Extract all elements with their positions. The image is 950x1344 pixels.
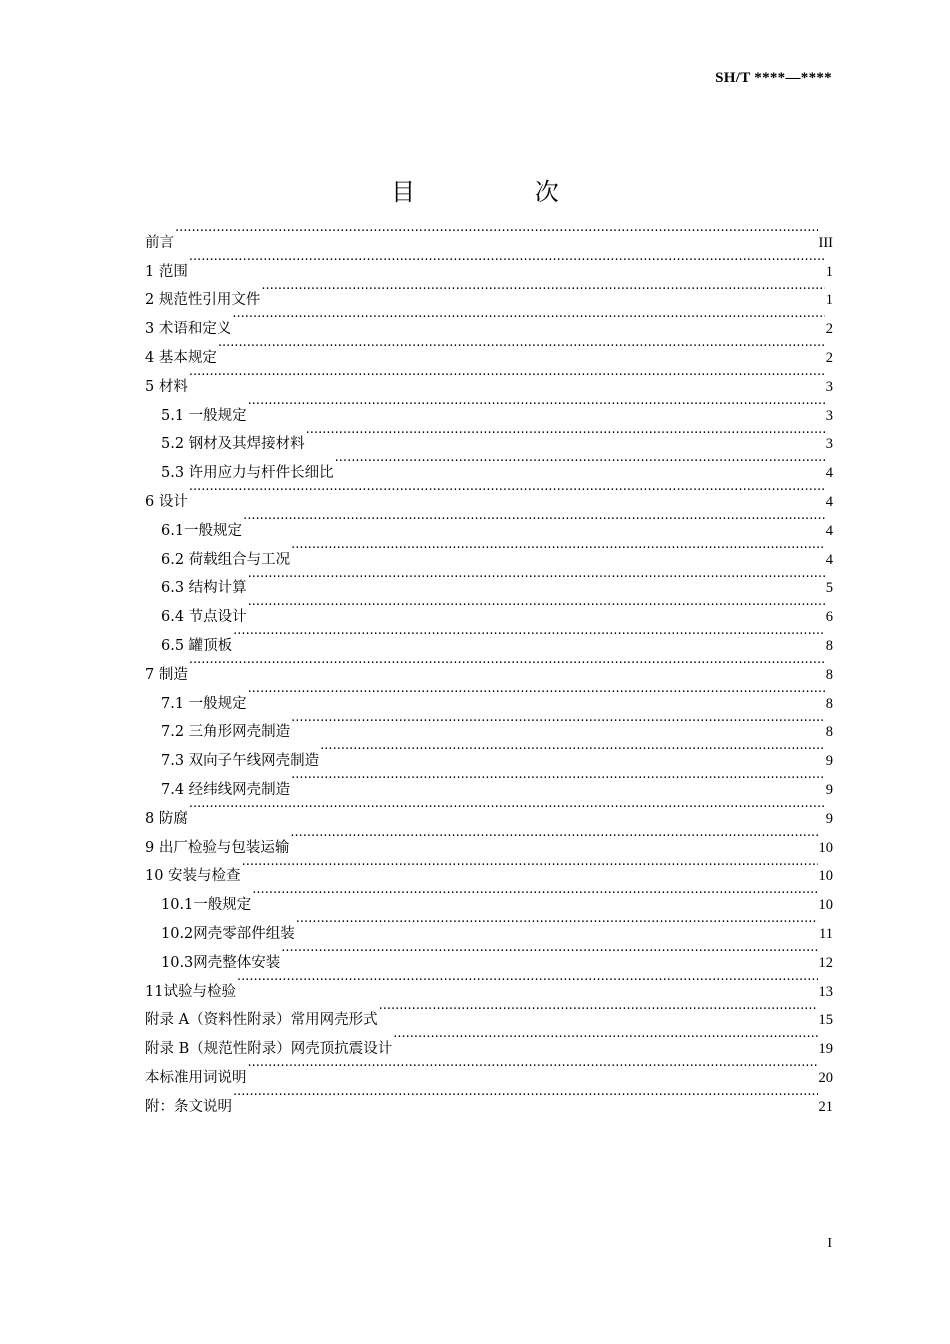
toc-entry-label: 6.2 荷载组合与工况 <box>161 551 291 568</box>
toc-entry[interactable] <box>145 506 833 539</box>
toc-entry[interactable] <box>145 420 833 453</box>
toc-entry-label: 9 出厂检验与包装运输 <box>145 839 290 856</box>
toc-entry-page: 9 <box>825 781 833 798</box>
toc-leader-dots <box>291 535 825 564</box>
toc-entry-page: 5 <box>825 580 833 597</box>
toc-entry[interactable] <box>145 967 833 1000</box>
toc-entry[interactable] <box>145 823 833 856</box>
toc-entry-label: 附录 A（资料性附录）常用网壳形式 <box>145 1012 378 1029</box>
toc-entry-label: 10 安装与检查 <box>145 868 241 885</box>
toc-entry-label: 6.4 节点设计 <box>161 609 247 626</box>
toc-entry-label: 7.3 双向子午线网壳制造 <box>161 753 320 770</box>
toc-entry-page: 15 <box>818 1012 833 1029</box>
toc-entry-page: 12 <box>818 954 833 971</box>
toc-entry-page: 8 <box>825 695 833 712</box>
toc-entry-label: 7.1 一般规定 <box>161 695 247 712</box>
toc-leader-dots <box>290 823 817 852</box>
toc-entry-page: 13 <box>818 983 833 1000</box>
toc-entry-page: 2 <box>825 321 833 338</box>
toc-leader-dots <box>393 1024 817 1053</box>
toc-leader-dots <box>248 592 825 621</box>
toc-entry-label: 7.4 经纬线网壳制造 <box>161 781 291 798</box>
toc-leader-dots <box>281 938 817 967</box>
toc-entry-page: 19 <box>818 1041 833 1058</box>
toc-leader-dots <box>248 564 825 593</box>
toc-leader-dots <box>320 736 825 765</box>
toc-entry[interactable] <box>145 247 833 280</box>
toc-entry-page: 10 <box>818 868 833 885</box>
toc-leader-dots <box>296 909 818 938</box>
toc-entry[interactable] <box>145 391 833 424</box>
toc-entry-label: 2 规范性引用文件 <box>145 292 261 309</box>
toc-entry-page: 1 <box>825 292 833 309</box>
toc-entry[interactable] <box>145 852 833 885</box>
toc-entry-label: 5.3 许用应力与杆件长细比 <box>161 465 334 482</box>
toc-leader-dots <box>233 621 825 650</box>
toc-entry-label: 附录 B（规范性附录）网壳顶抗震设计 <box>145 1041 393 1058</box>
toc-leader-dots <box>261 276 824 305</box>
toc-entry-page: 8 <box>825 666 833 683</box>
toc-entry[interactable] <box>145 218 833 251</box>
toc-leader-dots <box>233 1082 818 1111</box>
toc-entry-page: 8 <box>825 724 833 741</box>
toc-entry-page: 4 <box>825 551 833 568</box>
toc-entry-page: 9 <box>825 810 833 827</box>
toc-entry-label: 1 范围 <box>145 263 188 280</box>
toc-entry-label: 7.2 三角形网壳制造 <box>161 724 291 741</box>
toc-entry-label: 5.2 钢材及其焊接材料 <box>161 436 305 453</box>
toc-entry-label: 3 术语和定义 <box>145 321 232 338</box>
toc-entry-page: 4 <box>825 493 833 510</box>
toc-entry-page: 8 <box>825 637 833 654</box>
toc-entry-page: 3 <box>825 378 833 395</box>
toc-entry-label: 前言 <box>145 234 174 251</box>
toc-entry-page: 2 <box>825 349 833 366</box>
toc-leader-dots <box>189 477 825 506</box>
toc-entry[interactable] <box>145 880 833 914</box>
toc-leader-dots <box>248 1053 818 1082</box>
toc-entry-label: 11试验与检验 <box>145 983 236 1000</box>
toc-leader-dots <box>248 679 825 708</box>
toc-entry[interactable] <box>145 1053 833 1086</box>
toc-entry-label: 6 设计 <box>145 493 188 510</box>
toc-entry-label: 5 材料 <box>145 378 188 395</box>
toc-entry[interactable] <box>145 679 833 712</box>
toc-entry[interactable] <box>145 276 833 309</box>
toc-leader-dots <box>291 708 825 737</box>
toc-entry-label: 8 防腐 <box>145 810 188 827</box>
page-number: I <box>827 1236 832 1251</box>
toc-entry-label: 6.1一般规定 <box>161 522 243 539</box>
toc-entry[interactable] <box>145 794 833 827</box>
toc-entry-label: 6.5 罐顶板 <box>161 637 233 654</box>
toc-entry[interactable] <box>145 477 833 510</box>
toc-entry-page: III <box>818 234 833 251</box>
table-of-contents <box>145 218 833 1115</box>
toc-entry[interactable] <box>145 564 833 597</box>
toc-entry-label: 10.1一般规定 <box>161 897 252 914</box>
toc-entry-page: 4 <box>825 522 833 539</box>
toc-entry[interactable] <box>145 333 833 366</box>
toc-leader-dots <box>189 247 825 276</box>
toc-leader-dots <box>232 304 824 333</box>
toc-leader-dots <box>306 420 825 449</box>
toc-entry-label: 10.2网壳零部件组装 <box>161 925 295 942</box>
toc-leader-dots <box>248 391 825 420</box>
toc-entry-page: 4 <box>825 465 833 482</box>
toc-entry[interactable] <box>145 592 833 626</box>
toc-leader-dots <box>379 996 818 1025</box>
toc-entry-label: 附：条文说明 <box>145 1098 232 1115</box>
toc-entry-page: 3 <box>825 436 833 453</box>
toc-leader-dots <box>335 448 825 477</box>
toc-leader-dots <box>189 650 825 679</box>
toc-leader-dots <box>175 218 818 247</box>
toc-leader-dots <box>189 362 825 391</box>
toc-entry-label: 10.3网壳整体安装 <box>161 954 281 971</box>
toc-entry[interactable] <box>145 621 833 654</box>
toc-entry-label: 本标准用词说明 <box>145 1069 247 1086</box>
toc-entry-label: 5.1 一般规定 <box>161 407 247 424</box>
toc-entry-page: 3 <box>825 407 833 424</box>
toc-entry-page: 20 <box>818 1069 833 1086</box>
toc-entry-label: 4 基本规定 <box>145 349 217 366</box>
toc-entry[interactable] <box>145 650 833 683</box>
standard-code: SH/T ****—**** <box>715 70 832 86</box>
toc-entry-page: 10 <box>818 839 833 856</box>
toc-leader-dots <box>252 880 817 909</box>
toc-entry[interactable] <box>145 708 833 741</box>
toc-entry[interactable] <box>145 304 833 338</box>
toc-leader-dots <box>237 967 818 996</box>
toc-entry[interactable] <box>145 535 833 568</box>
page-title: 目 次 <box>391 178 615 206</box>
toc-entry-page: 21 <box>818 1098 833 1115</box>
toc-entry-page: 1 <box>825 263 833 280</box>
toc-leader-dots <box>218 333 825 362</box>
toc-leader-dots <box>189 794 825 823</box>
toc-entry-label: 7 制造 <box>145 666 188 683</box>
toc-entry-page: 9 <box>825 753 833 770</box>
toc-leader-dots <box>243 506 825 535</box>
toc-leader-dots <box>242 852 818 881</box>
toc-entry-page: 6 <box>825 609 833 626</box>
toc-entry[interactable] <box>145 1082 833 1115</box>
toc-entry-label: 6.3 结构计算 <box>161 580 247 597</box>
toc-entry[interactable] <box>145 362 833 395</box>
toc-entry-page: 11 <box>819 925 833 942</box>
toc-leader-dots <box>291 765 825 794</box>
toc-entry[interactable] <box>145 996 833 1029</box>
toc-entry-page: 10 <box>818 897 833 914</box>
